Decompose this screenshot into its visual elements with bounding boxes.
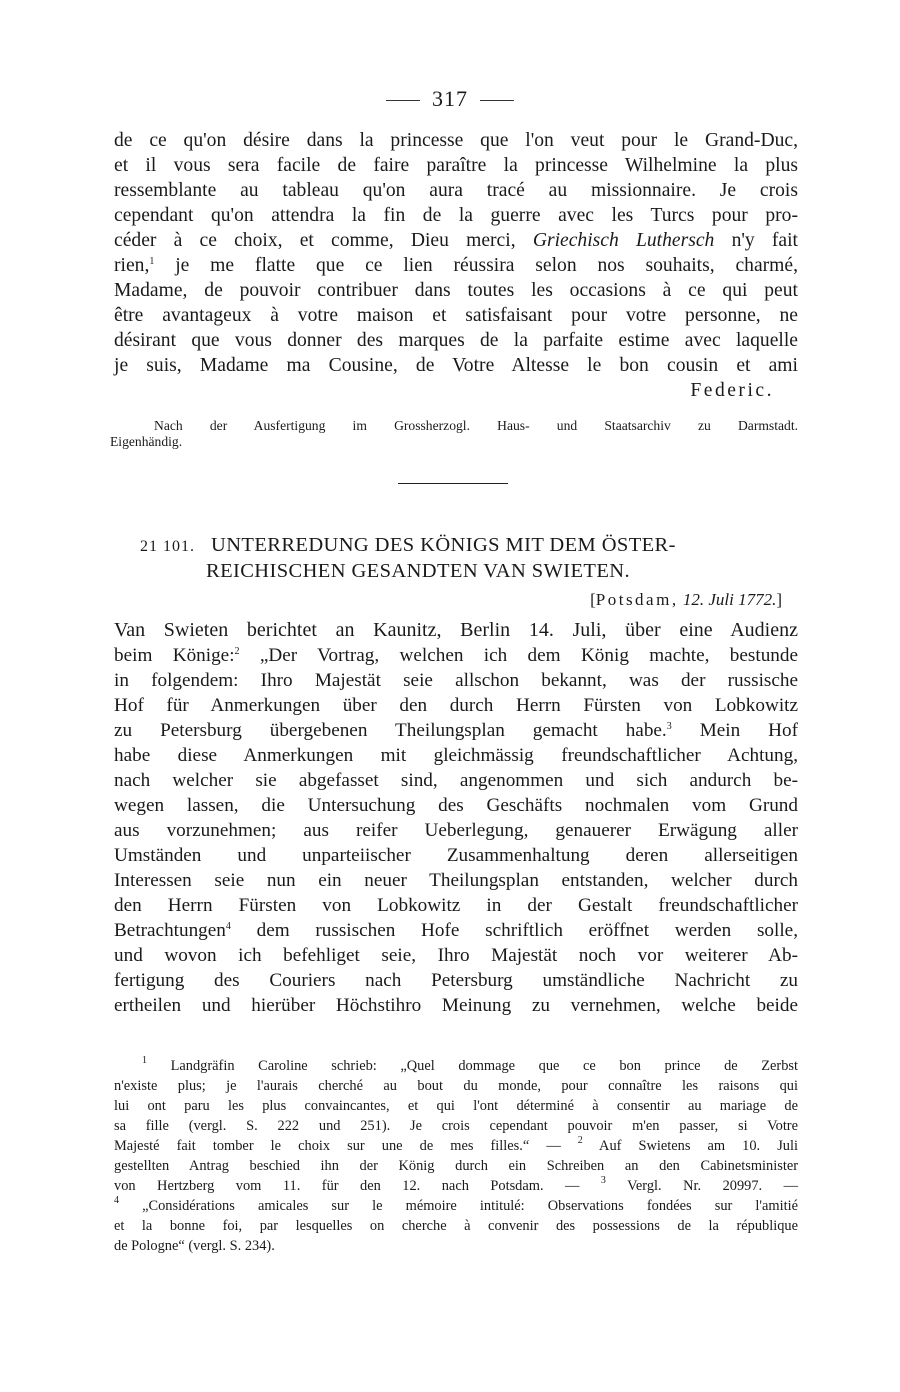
page-number: 317 (0, 86, 900, 112)
footnote-line: $^1$ Landgräfin Caroline schrieb: „Quel dommage que ce bon prince de Zerbst (142, 1055, 798, 1074)
text-line: wegen lassen, die Untersuchung des Geschäfts nochmalen vom Grund (114, 795, 798, 816)
signature: Federic. (690, 380, 774, 401)
text-line: aus vorzunehmen; aus reifer Ueberlegung, genauerer Erwägung aller (114, 820, 798, 841)
text-line: beim Könige:$^2$ „Der Vortrag, welchen ich dem König machte, bestunde (114, 645, 799, 666)
footnote-number: 3 (600, 1175, 606, 1186)
footnotes (114, 1056, 798, 1256)
text-line: Betrachtungen$^4$ dem russischen Hofe schriftlich eröffnet werden solle, (114, 920, 798, 941)
footnote-line: von Hertzberg vom 11. für den 12. nach Potsdam. — $^3$ Vergl. Nr. 20997. — (114, 1175, 798, 1194)
letter-text (114, 128, 798, 403)
footnote-number: 4 (114, 1195, 119, 1206)
footnote-number: 1 (142, 1055, 147, 1066)
footnote-ref: 3 (666, 721, 672, 732)
footnote-line: sa fille (vergl. S. 222 und 251). Je crois cependant pouvoir m'en passer, si Votre (114, 1118, 798, 1134)
text-line: Van Swieten berichtet an Kaunitz, Berlin 14. Juli, über eine Audienz (114, 619, 798, 641)
text-line: fertigung des Couriers nach Petersburg umständliche Nachricht zu (114, 970, 798, 991)
text-line: et il vous sera facile de faire paraître la princesse Wilhelmine la plus (114, 155, 798, 176)
text-line: und wovon ich befehliget seie, Ihro Majestät noch vor weiterer Ab- (114, 945, 798, 966)
text-line: ertheilen und hierüber Höchstihro Meinung zu vernehmen, welche beide (114, 995, 798, 1016)
text-line: désirant que vous donner des marques de la parfaite estime avec laquelle (114, 330, 798, 351)
text-line: céder à ce choix, et comme, Dieu merci, Griechisch Luthersch n'y fait (114, 230, 798, 251)
footnote-line: Majesté fait tomber le choix sur une de mes filles.“ — $^2$ Auf Swietens am 10. Juli (114, 1135, 798, 1154)
footnote-line: $^4$ „Considérations amicales sur le mémoire intitulé: Observations fondées sur l'amitié (114, 1195, 798, 1214)
dateline-place: Potsdam, (595, 590, 679, 609)
footnote-ref: 4 (225, 921, 231, 932)
heading-line-2: REICHISCHEN GESANDTEN VAN SWIETEN. (206, 560, 630, 582)
text-line: in folgendem: Ihro Majestät seie allschon bekannt, was der russische (114, 670, 798, 691)
footnote-line: n'existe plus; je l'aurais cherché au bout du monde, pour connaître les raisons qui (114, 1078, 798, 1094)
footnote-line: et la bonne foi, par lesquelles on cherche à convenir des possessions de la république (114, 1218, 798, 1234)
footnote-line: lui ont paru les plus convaincantes, et qui l'ont déterminé à consentir au mariage de (114, 1098, 798, 1114)
section-divider (398, 483, 508, 484)
footnote-line: gestellten Antrag beschied ihn der König durch ein Schreiben an den Cabinetsminister (114, 1158, 798, 1174)
heading-line-1: UNTERREDUNG DES KÖNIGS MIT DEM ÖSTER- (211, 534, 676, 556)
text-line: Interessen seie nun ein neuer Theilungsplan entstanden, welcher durch (114, 870, 798, 891)
dateline: [Potsdam, 12. Juli 1772.] (590, 590, 782, 609)
text-line: rien,$^1$ je me flatte que ce lien réussira selon nos souhaits, charmé, (114, 255, 798, 276)
document-number: 21 101. (140, 538, 195, 555)
text-line: Madame, de pouvoir contribuer dans toutes les occasions à ce qui peut (114, 280, 798, 301)
footnote-ref: 1 (149, 256, 155, 267)
footnote-line: de Pologne“ (vergl. S. 234). (114, 1238, 275, 1254)
body-text (114, 618, 798, 1018)
dateline-date: 12. Juli 1772. (682, 590, 777, 609)
page-number-rule-left (386, 100, 420, 101)
text-line: Umständen und unparteiischer Zusammenhaltung deren allerseitigen (114, 845, 798, 866)
source-line: Eigenhändig. (110, 434, 183, 449)
text-line: nach welcher sie abgefasset sind, angenommen und sich andurch be- (114, 770, 798, 791)
page-number-rule-right (480, 100, 514, 101)
source-line: Nach der Ausfertigung im Grossherzogl. Haus- und Staatsarchiv zu Darmstadt. (154, 418, 798, 433)
source-note (110, 418, 798, 450)
text-line: ressemblante au tableau qu'on aura tracé au missionnaire. Je crois (114, 180, 798, 201)
footnote-number: 2 (577, 1135, 583, 1146)
text-line: cependant qu'on attendra la fin de la guerre avec les Turcs pour pro- (114, 205, 798, 226)
text-line: de ce qu'on désire dans la princesse que l'on veut pour le Grand-Duc, (114, 130, 798, 151)
text-line: habe diese Anmerkungen mit gleichmässig freundschaftlicher Achtung, (114, 745, 798, 766)
text-line: je suis, Madame ma Cousine, de Votre Altesse le bon cousin et ami (114, 355, 798, 376)
text-line: Hof für Anmerkungen über den durch Herrn Fürsten von Lobkowitz (114, 695, 798, 716)
text-line: den Herrn Fürsten von Lobkowitz in der Gestalt freundschaftlicher (114, 895, 798, 916)
footnote-ref: 2 (234, 646, 240, 657)
italic-phrase: Griechisch Luthersch (532, 230, 715, 251)
text-line: zu Petersburg übergebenen Theilungsplan gemacht habe.$^3$ Mein Hof (114, 720, 799, 741)
text-line: être avantageux à votre maison et satisfaisant pour votre personne, ne (114, 305, 798, 326)
document-heading (140, 533, 800, 583)
